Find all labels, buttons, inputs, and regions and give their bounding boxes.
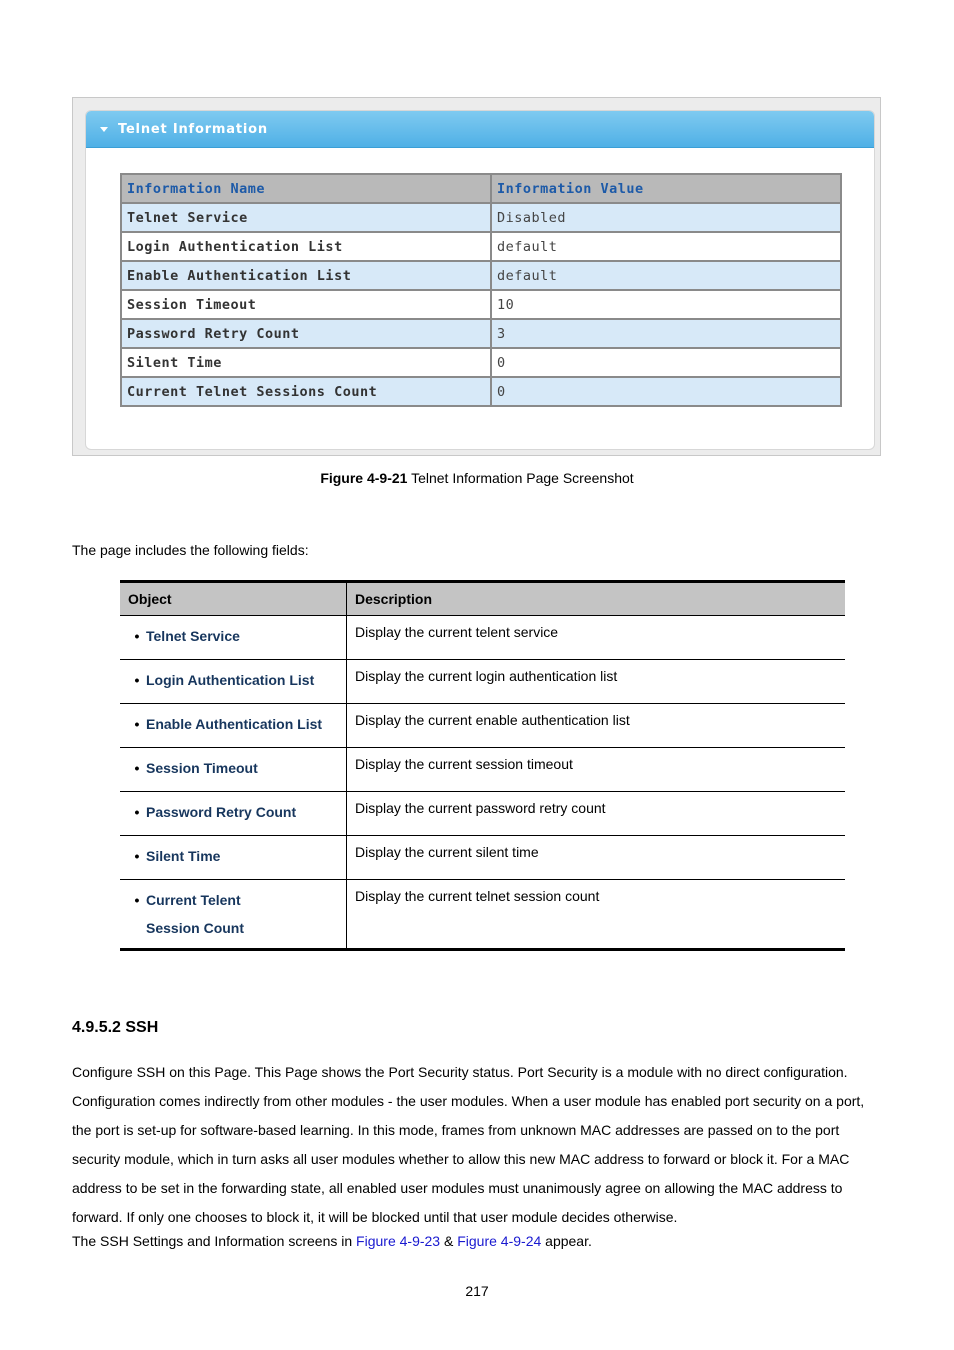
panel-title: Telnet Information — [118, 121, 268, 137]
object-description: Display the current telnet session count — [347, 880, 846, 950]
info-name: Enable Authentication List — [121, 261, 491, 290]
table-row — [120, 660, 845, 704]
table-row — [120, 616, 845, 660]
section-heading: 4.9.5.2 SSH — [72, 1019, 159, 1036]
object-name: Session Timeout — [146, 760, 258, 776]
table-row — [121, 290, 841, 319]
screens-sentence — [72, 1233, 592, 1249]
bullet-icon: • — [134, 628, 140, 644]
object-name: Login Authentication List — [146, 672, 315, 688]
table-row — [120, 704, 845, 748]
info-name: Login Authentication List — [121, 232, 491, 261]
bullet-icon: • — [134, 848, 140, 864]
collapse-triangle-icon[interactable] — [100, 127, 108, 132]
info-value: Disabled — [491, 203, 841, 232]
object-name: Current Telent Session Count — [146, 892, 245, 936]
info-name: Current Telnet Sessions Count — [121, 377, 491, 406]
info-name: Password Retry Count — [121, 319, 491, 348]
bullet-icon: • — [134, 760, 140, 776]
intro-text: The page includes the following fields: — [72, 542, 309, 558]
figure-link-4-9-23[interactable]: Figure 4-9-23 — [356, 1233, 441, 1249]
table-row — [120, 748, 845, 792]
info-value: default — [491, 232, 841, 261]
screens-text: The SSH Settings and Information screens in — [72, 1233, 357, 1249]
bullet-icon: • — [134, 892, 140, 908]
info-value: 3 — [491, 319, 841, 348]
object-description: Display the current session timeout — [347, 748, 846, 792]
table-row — [121, 232, 841, 261]
object-name: Enable Authentication List — [146, 716, 323, 732]
page-number: 217 — [465, 1283, 489, 1299]
figure-caption-text: Telnet Information Page Screenshot — [407, 470, 634, 486]
bullet-icon: • — [134, 716, 140, 732]
object-name: Telnet Service — [146, 628, 240, 644]
column-header-name: Information Name — [121, 174, 491, 203]
screenshot-frame — [72, 97, 881, 456]
info-name: Silent Time — [121, 348, 491, 377]
bullet-icon: • — [134, 804, 140, 820]
object-description: Display the current login authentication list — [347, 660, 846, 704]
figure-label: Figure 4-9-21 — [320, 470, 408, 486]
info-value: 0 — [491, 377, 841, 406]
object-description: Display the current password retry count — [347, 792, 846, 836]
info-value: 0 — [491, 348, 841, 377]
figure-link-4-9-24[interactable]: Figure 4-9-24 — [457, 1233, 542, 1249]
info-value: 10 — [491, 290, 841, 319]
object-description: Display the current telent service — [347, 616, 846, 660]
column-header-value: Information Value — [491, 174, 841, 203]
fields-table — [120, 580, 845, 951]
column-header-object: Object — [120, 582, 347, 616]
table-row — [120, 792, 845, 836]
info-name: Telnet Service — [121, 203, 491, 232]
telnet-info-table — [120, 173, 842, 407]
table-row — [121, 319, 841, 348]
object-name: Password Retry Count — [146, 804, 297, 820]
panel-header[interactable] — [86, 111, 874, 148]
info-name: Session Timeout — [121, 290, 491, 319]
table-row — [121, 261, 841, 290]
telnet-information-panel — [85, 110, 875, 450]
table-row — [121, 203, 841, 232]
info-value: default — [491, 261, 841, 290]
appear-text: appear. — [541, 1233, 592, 1249]
table-row — [121, 348, 841, 377]
object-description: Display the current enable authentication list — [347, 704, 846, 748]
table-row — [120, 836, 845, 880]
column-header-description: Description — [347, 582, 846, 616]
bullet-icon: • — [134, 672, 140, 688]
figure-caption — [0, 470, 954, 486]
object-description: Display the current silent time — [347, 836, 846, 880]
table-row — [121, 377, 841, 406]
table-row — [120, 880, 845, 950]
object-name: Silent Time — [146, 848, 221, 864]
section-paragraph: Configure SSH on this Page. This Page shows the Port Security status. Port Security is a module with no direct configuration. Configuration comes indirectly from other modules - the user modules. When a user module has enabled port security on a port, the port is set-up for software-based learning. In this mode, frames from unknown MAC addresses are passed on to the port security module, which in turn asks all user modules whether to allow this new MAC address to forward or block it. For a MAC address to be set in the forwarding state, all enabled user modules must unanimously agree on allowing the MAC address to forward. If only one chooses to block it, it will be blocked until that user module decides otherwise. — [72, 1064, 865, 1225]
ampersand-text: & — [440, 1233, 458, 1249]
